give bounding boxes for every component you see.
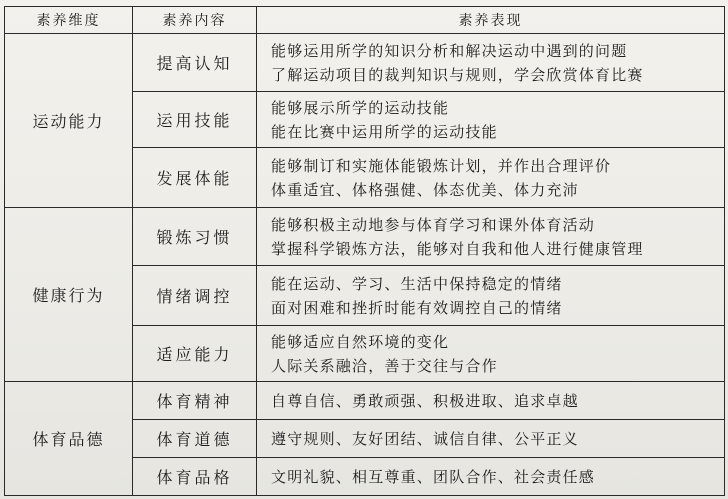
performance-line: 能在比赛中运用所学的运动技能 bbox=[271, 122, 498, 141]
dimension-cell: 运动能力 bbox=[5, 34, 133, 208]
performance-line: 体重适宜、体格强健、体态优美、体力充沛 bbox=[271, 180, 579, 199]
dimension-cell: 健康行为 bbox=[5, 208, 133, 382]
performance-line: 掌握科学锻炼方法，能够对自我和他人进行健康管理 bbox=[271, 239, 644, 258]
performance-line: 能够制订和实施体能锻炼计划，并作出合理评价 bbox=[271, 156, 612, 175]
content-cell: 体育精神 bbox=[133, 382, 257, 420]
performance-cell bbox=[257, 326, 725, 382]
header-content: 素养内容 bbox=[133, 7, 257, 34]
content-cell: 适应能力 bbox=[133, 326, 257, 382]
performance-line: 能够适应自然环境的变化 bbox=[271, 332, 450, 351]
performance-cell bbox=[257, 34, 725, 92]
performance-line: 人际关系融洽，善于交往与合作 bbox=[271, 356, 498, 375]
performance-cell bbox=[257, 208, 725, 266]
content-cell: 体育品格 bbox=[133, 458, 257, 496]
content-cell: 体育道德 bbox=[133, 420, 257, 458]
performance-line: 遵守规则、友好团结、诚信自律、公平正义 bbox=[271, 429, 579, 448]
performance-cell bbox=[257, 420, 725, 458]
performance-line: 能够展示所学的运动技能 bbox=[271, 98, 450, 117]
content-cell: 提高认知 bbox=[133, 34, 257, 92]
performance-line: 文明礼貌、相互尊重、团队合作、社会责任感 bbox=[271, 467, 596, 486]
performance-line: 能够积极主动地参与体育学习和课外体育活动 bbox=[271, 215, 596, 234]
performance-line: 自尊自信、勇敢顽强、积极进取、追求卓越 bbox=[271, 391, 579, 410]
performance-cell bbox=[257, 148, 725, 208]
performance-cell bbox=[257, 266, 725, 326]
performance-line: 能够运用所学的知识分析和解决运动中遇到的问题 bbox=[271, 41, 628, 60]
literacy-table bbox=[4, 6, 725, 496]
content-cell: 情绪调控 bbox=[133, 266, 257, 326]
performance-line: 了解运动项目的裁判知识与规则，学会欣赏体育比赛 bbox=[271, 65, 644, 84]
content-cell: 锻炼习惯 bbox=[133, 208, 257, 266]
performance-line: 能在运动、学习、生活中保持稳定的情绪 bbox=[271, 274, 563, 293]
table-row bbox=[5, 208, 725, 266]
header-performance: 素养表现 bbox=[257, 7, 725, 34]
header-row bbox=[5, 7, 725, 34]
performance-line: 面对困难和挫折时能有效调控自己的情绪 bbox=[271, 298, 563, 317]
table-row bbox=[5, 34, 725, 92]
table-row bbox=[5, 382, 725, 420]
header-dimension: 素养维度 bbox=[5, 7, 133, 34]
performance-cell bbox=[257, 458, 725, 496]
content-cell: 运用技能 bbox=[133, 92, 257, 148]
performance-cell bbox=[257, 92, 725, 148]
content-cell: 发展体能 bbox=[133, 148, 257, 208]
dimension-cell: 体育品德 bbox=[5, 382, 133, 496]
performance-cell bbox=[257, 382, 725, 420]
